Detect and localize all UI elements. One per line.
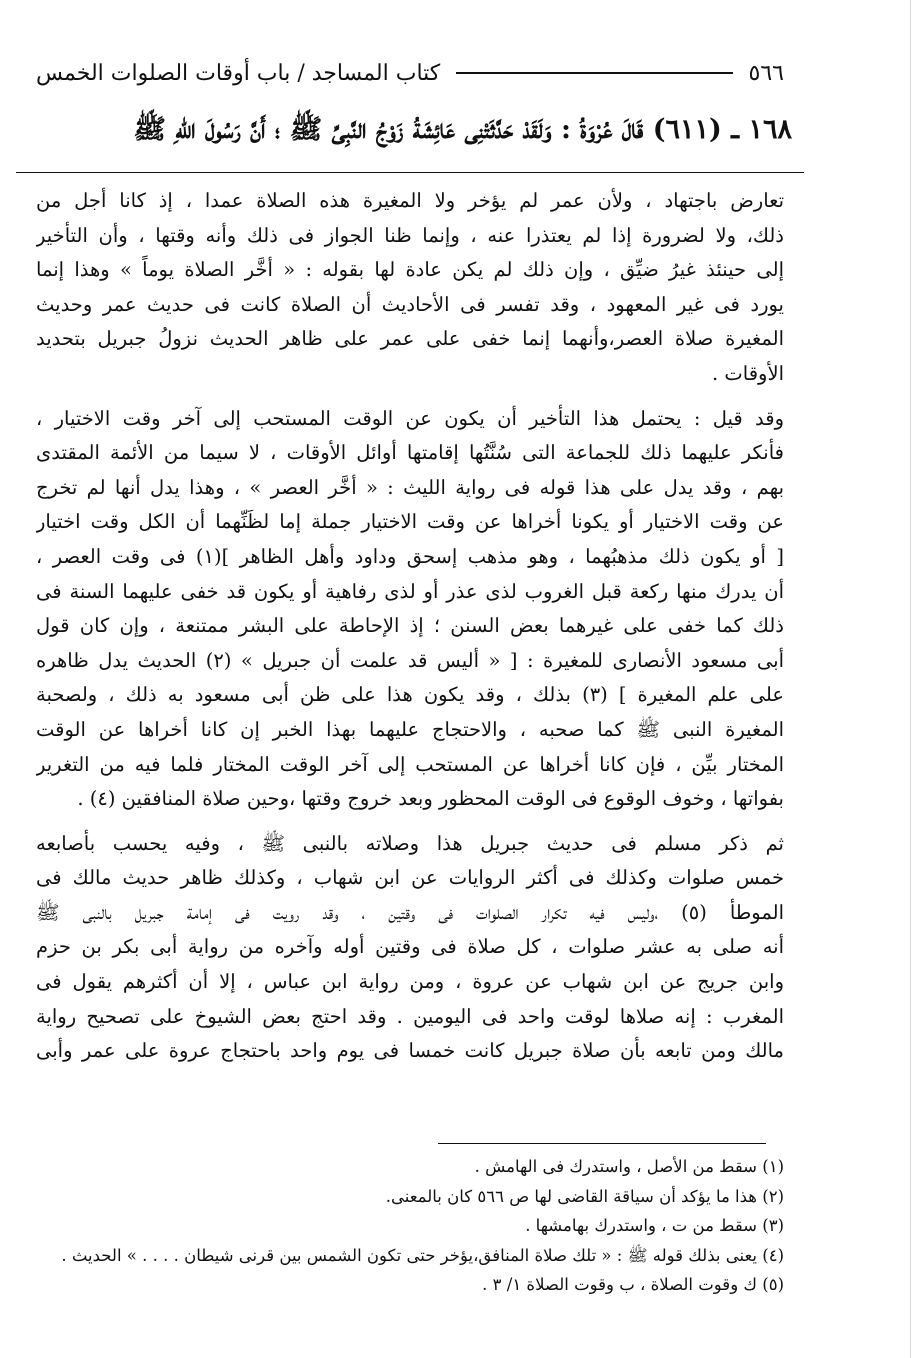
text-line: ثم ذكر مسلم فى حديث جبريل هذا وصلاته بالنبى ﷺ ، وفيه يحسب بأصابعه <box>36 831 784 855</box>
hadith-heading: ١٦٨ ـ (٦١١) قَالَ عُرْوَةُ : وَلَقَدْ حَدَّثَتْنِى عَائِشَةُ زَوْجُ النَّبِىِّ ﷺ ؛ أَنَّ رَسُولَ اللهِ ﷺ <box>133 114 792 145</box>
heading-rule <box>16 172 804 173</box>
paragraph-2 <box>36 402 784 817</box>
text-line: بفواتها ، وخوف الوقوع فى الوقت المحظور وبعد خروج وقتها ،وحين صلاة المنافقين (٤) . <box>77 787 784 811</box>
paragraph-1 <box>36 184 784 392</box>
text-line: المغيرة صلاة العصر،وأنهما إنما خفى على عمر على ظاهر الحديث نزولُ جبريل بتحديد <box>36 327 784 351</box>
text-line: المغيرة النبى ﷺ كما صحبه ، والاحتجاج عليهما بهذا الخبر إن كانا أخراها عن الوقت <box>36 717 784 741</box>
footnote-rule <box>438 1143 766 1144</box>
footnote-4: (٤) يعنى بذلك قوله ﷺ : « تلك صلاة المنافق،يؤخر حتى تكون الشمس بين قرنى شيطان . . . . » الحديث . <box>61 1245 784 1265</box>
paragraph-gap <box>36 392 784 402</box>
text-line: أبى مسعود الأنصارى للمغيرة : [ « أليس قد علمت أن جبريل » (٢) الحديث يدل ظاهره <box>36 648 784 672</box>
text-line: ذلك كما خفى على غيرهما بعض السنن ؛ إذ الإحاطة على البشر ممتنعة ، وإن كان قول <box>36 614 784 638</box>
text-line: المختار بيِّن ، فإن كانا أخراها عن المستحب إلى آخر الوقت المختار فلما فيه من التغرير <box>36 752 784 776</box>
footnote-1: (١) سقط من الأصل ، واستدرك فى الهامش . <box>474 1157 784 1176</box>
text-line: وابن جريج عن ابن شهاب عن عروة ، ومن رواية ابن عباس ، إلا أن أكثرهم يقول فى <box>36 970 784 994</box>
header-rule <box>456 72 732 74</box>
page-number: ٥٦٦ <box>748 60 784 86</box>
text-line: أنه صلى به عشر صلوات ، كل صلاة فى وقتين أوله وآخره من رواية أبى بكر بن حزم <box>36 935 784 959</box>
paragraph-3 <box>36 827 784 1069</box>
header-title: كتاب المساجد / باب أوقات الصلوات الخمس <box>36 60 441 86</box>
text-line: خمس صلوات وكذلك فى أكثر الروايات عن ابن شهاب ، وكذلك ظاهر حديث مالك فى <box>36 866 784 890</box>
text-line: الأوقات . <box>712 361 784 385</box>
footnote-5: (٥) ك وقوت الصلاة ، ب وقوت الصلاة ١/ ٣ . <box>482 1275 784 1294</box>
text-line: يورد فى غير المعهود ، وقد تفسر فى الأحاديث أن الصلاة كانت فى حديث عمر وحديث <box>36 292 784 316</box>
body-text <box>36 184 784 1069</box>
scan-edge-line <box>910 0 911 1358</box>
text-line: أن يدرك منها ركعة قبل الغروب لذى عذر أو لذى رفاهية أو يكون قد خفى عليهما السنة فى <box>36 579 784 603</box>
footnote-2: (٢) هذا ما يؤكد أن سياقة القاضى لها ص ٥٦٦ كان بالمعنى. <box>385 1186 784 1206</box>
footnotes <box>36 1152 784 1300</box>
footnote-3: (٣) سقط من ت ، واستدرك بهامشها . <box>525 1216 784 1235</box>
text-line: المغرب : إنه صلاها لوقت واحد فى اليومين . وقد احتج بعض الشيوخ على تصحيح رواية <box>36 1004 784 1028</box>
text-line: وقد قيل : يحتمل هذا التأخير أن يكون عن الوقت المستحب إلى آخر وقت الاختيار ، <box>36 406 784 430</box>
text-line: عن وقت الاختيار أو يكونا أخراها عن وقت الاختيار جملة إما لظَنِّهما أن الكل وقت اختيار <box>36 510 784 534</box>
text-line: إلى حينئذ غيرُ ضيِّق ، وإن ذلك لم يكن عادة لها بقوله : « أخَّر الصلاة يوماً » وهذا إنما <box>36 258 784 282</box>
text-line: تعارض باجتهاد ، ولأن عمر لم يؤخر ولا المغيرة هذه الصلاة عمدا ، إذ كانا أجل من <box>36 189 784 212</box>
text-line: الموطأ (٥) ،وليس فيه تكرار الصلوات فى وقتين ، وقد رويت فى إمامة جبريل بالنبى ﷺ <box>36 900 784 924</box>
paragraph-gap <box>36 817 784 827</box>
text-line: على علم المغيرة ] (٣) بذلك ، وقد يكون هذا على ظن أبى مسعود به ذلك ، ولصحبة <box>36 683 784 707</box>
text-line: مالك ومن تابعه بأن صلاة جبريل كانت خمسا فى يوم واحد باحتجاج عروة على عمر وأبى <box>36 1039 784 1063</box>
text-line: [ أو يكون ذلك مذهبُهما ، وهو مذهب إسحق وداود وأهل الظاهر ](١) فى وقت العصر ، <box>36 544 784 568</box>
text-line: ذلك، ولا لضرورة إذا لم يعتذرا عنه ، وإنما ظنا الجواز فى ذلك وأنه وقتها ، وأن التأخير <box>36 223 784 247</box>
text-line: فأنكر عليهما ذلك للجماعة التى سُنَّتُها إقامتها أوائل الأوقات ، لا سيما من الأئمة المقتدى <box>36 441 784 465</box>
running-header <box>36 56 784 90</box>
text-line: بهم ، وقد يدل على هذا قوله فى رواية الليث : « أخَّر العصر » ، وهذا يدل أنها لم تخرج <box>36 475 784 499</box>
